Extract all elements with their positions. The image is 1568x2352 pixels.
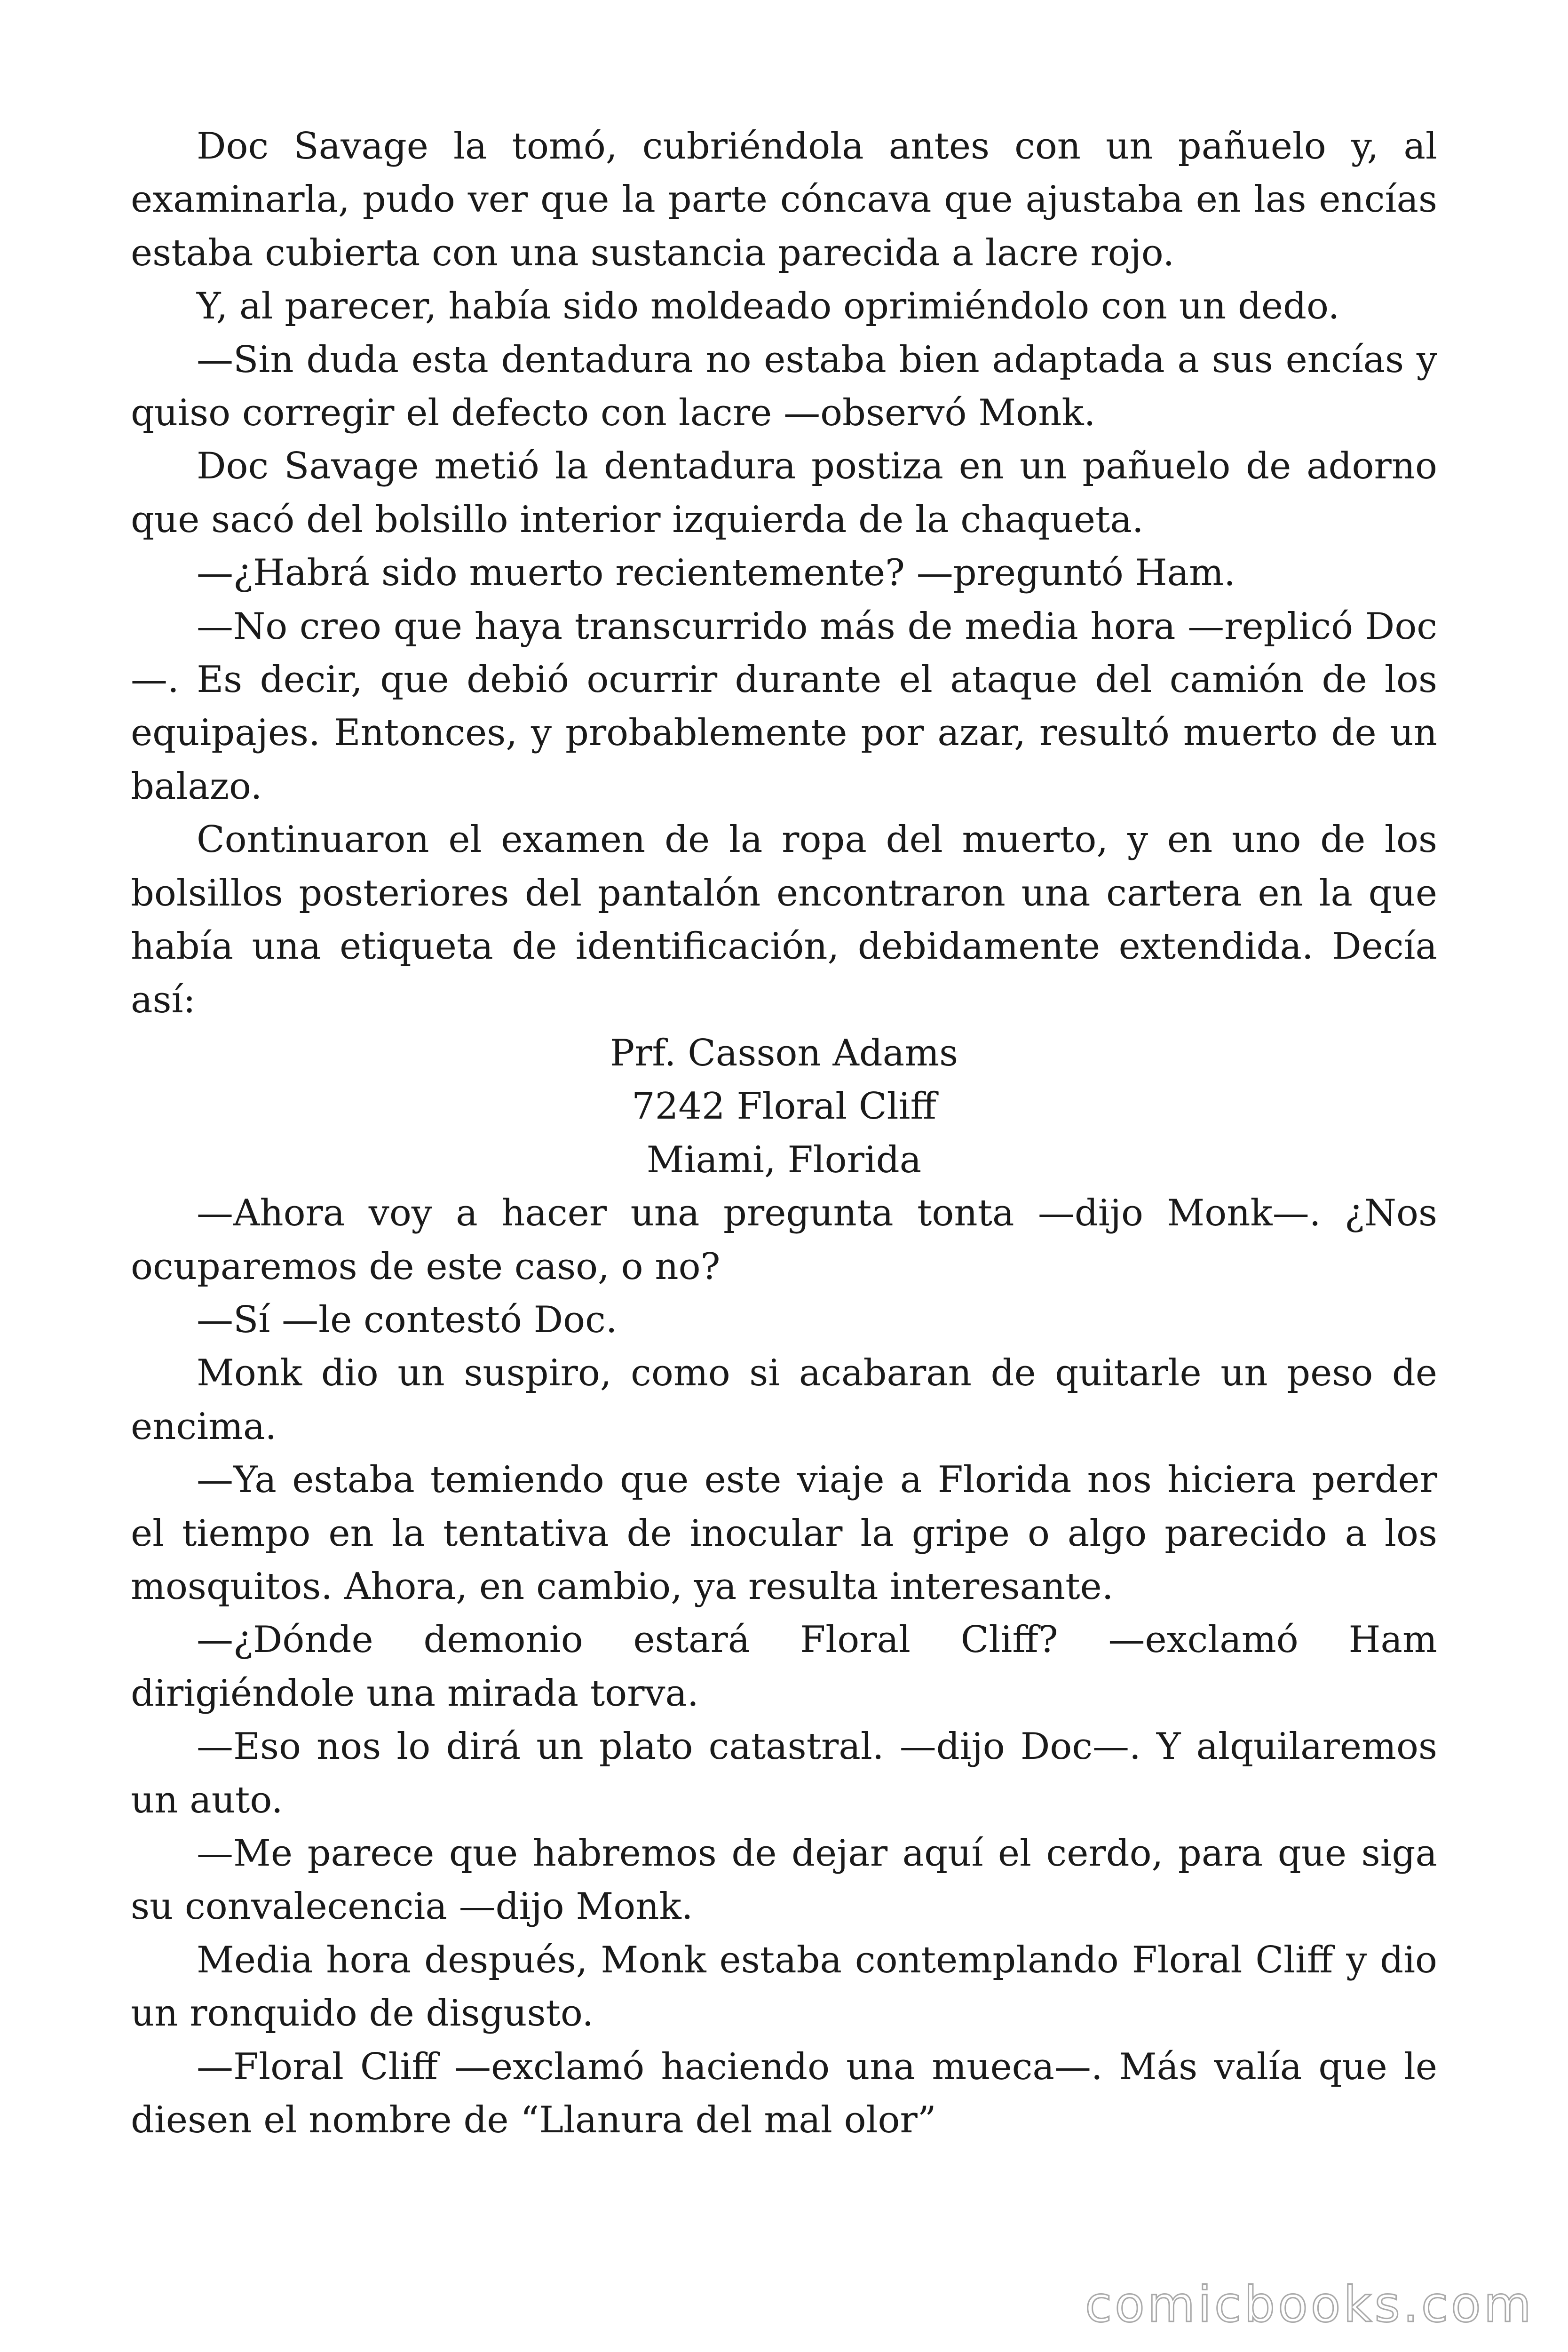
paragraph: Media hora después, Monk estaba contemplando Floral Cliff y dio un ronquido de disgusto.: [131, 1939, 1437, 2035]
paragraph: —Eso nos lo dirá un plato catastral. —dijo Doc—. Y alquilaremos un auto.: [131, 1725, 1437, 1821]
paragraph: Doc Savage la tomó, cubriéndola antes con un pañuelo y, al examinarla, pudo ver que la parte cóncava que ajustaba en las encías estaba cubierta con una sustancia parecida a lacre rojo.: [131, 125, 1437, 274]
paragraph: —Me parece que habremos de dejar aquí el cerdo, para que siga su convalecencia —dijo Monk.: [131, 1832, 1437, 1928]
address-block: [131, 1027, 1437, 1187]
paragraph: —Ahora voy a hacer una pregunta tonta —dijo Monk—. ¿Nos ocuparemos de este caso, o no?: [131, 1192, 1437, 1288]
book-page: [131, 120, 1437, 2147]
paragraph: —Sin duda esta dentadura no estaba bien adaptada a sus encías y quiso corregir el defecto con lacre —observó Monk.: [131, 338, 1437, 435]
paragraph: —No creo que haya transcurrido más de media hora —replicó Doc—. Es decir, que debió ocurrir durante el ataque del camión de los equipajes. Entonces, y probablemente por azar, resultó muerto de un balazo.: [131, 605, 1437, 808]
paragraph: Continuaron el examen de la ropa del muerto, y en uno de los bolsillos posteriores del pantalón encontraron una cartera en la que había una etiqueta de identificación, debidamente extendida. Decía así:: [131, 818, 1437, 1021]
paragraph: —Ya estaba temiendo que este viaje a Florida nos hiciera perder el tiempo en la tentativa de inocular la gripe o algo parecido a los mosquitos. Ahora, en cambio, ya resulta interesante.: [131, 1459, 1437, 1608]
paragraph: —Sí —le contestó Doc.: [197, 1298, 618, 1341]
paragraph: Monk dio un suspiro, como si acabaran de quitarle un peso de encima.: [131, 1352, 1437, 1448]
address-name: Prf. Casson Adams: [610, 1032, 958, 1074]
paragraph: Y, al parecer, había sido moldeado oprimiéndolo con un dedo.: [197, 285, 1340, 328]
paragraph: —Floral Cliff —exclamó haciendo una mueca—. Más valía que le diesen el nombre de “Llanura del mal olor”: [131, 2045, 1437, 2142]
paragraph: —¿Habrá sido muerto recientemente? —preguntó Ham.: [197, 552, 1235, 595]
paragraph: Doc Savage metió la dentadura postiza en un pañuelo de adorno que sacó del bolsillo interior izquierda de la chaqueta.: [131, 445, 1437, 541]
watermark-logo: comicbooks.com: [1085, 2276, 1534, 2333]
address-city: Miami, Florida: [646, 1138, 922, 1181]
paragraph: —¿Dónde demonio estará Floral Cliff? —exclamó Ham dirigiéndole una mirada torva.: [131, 1619, 1437, 1715]
address-street: 7242 Floral Cliff: [632, 1085, 936, 1128]
